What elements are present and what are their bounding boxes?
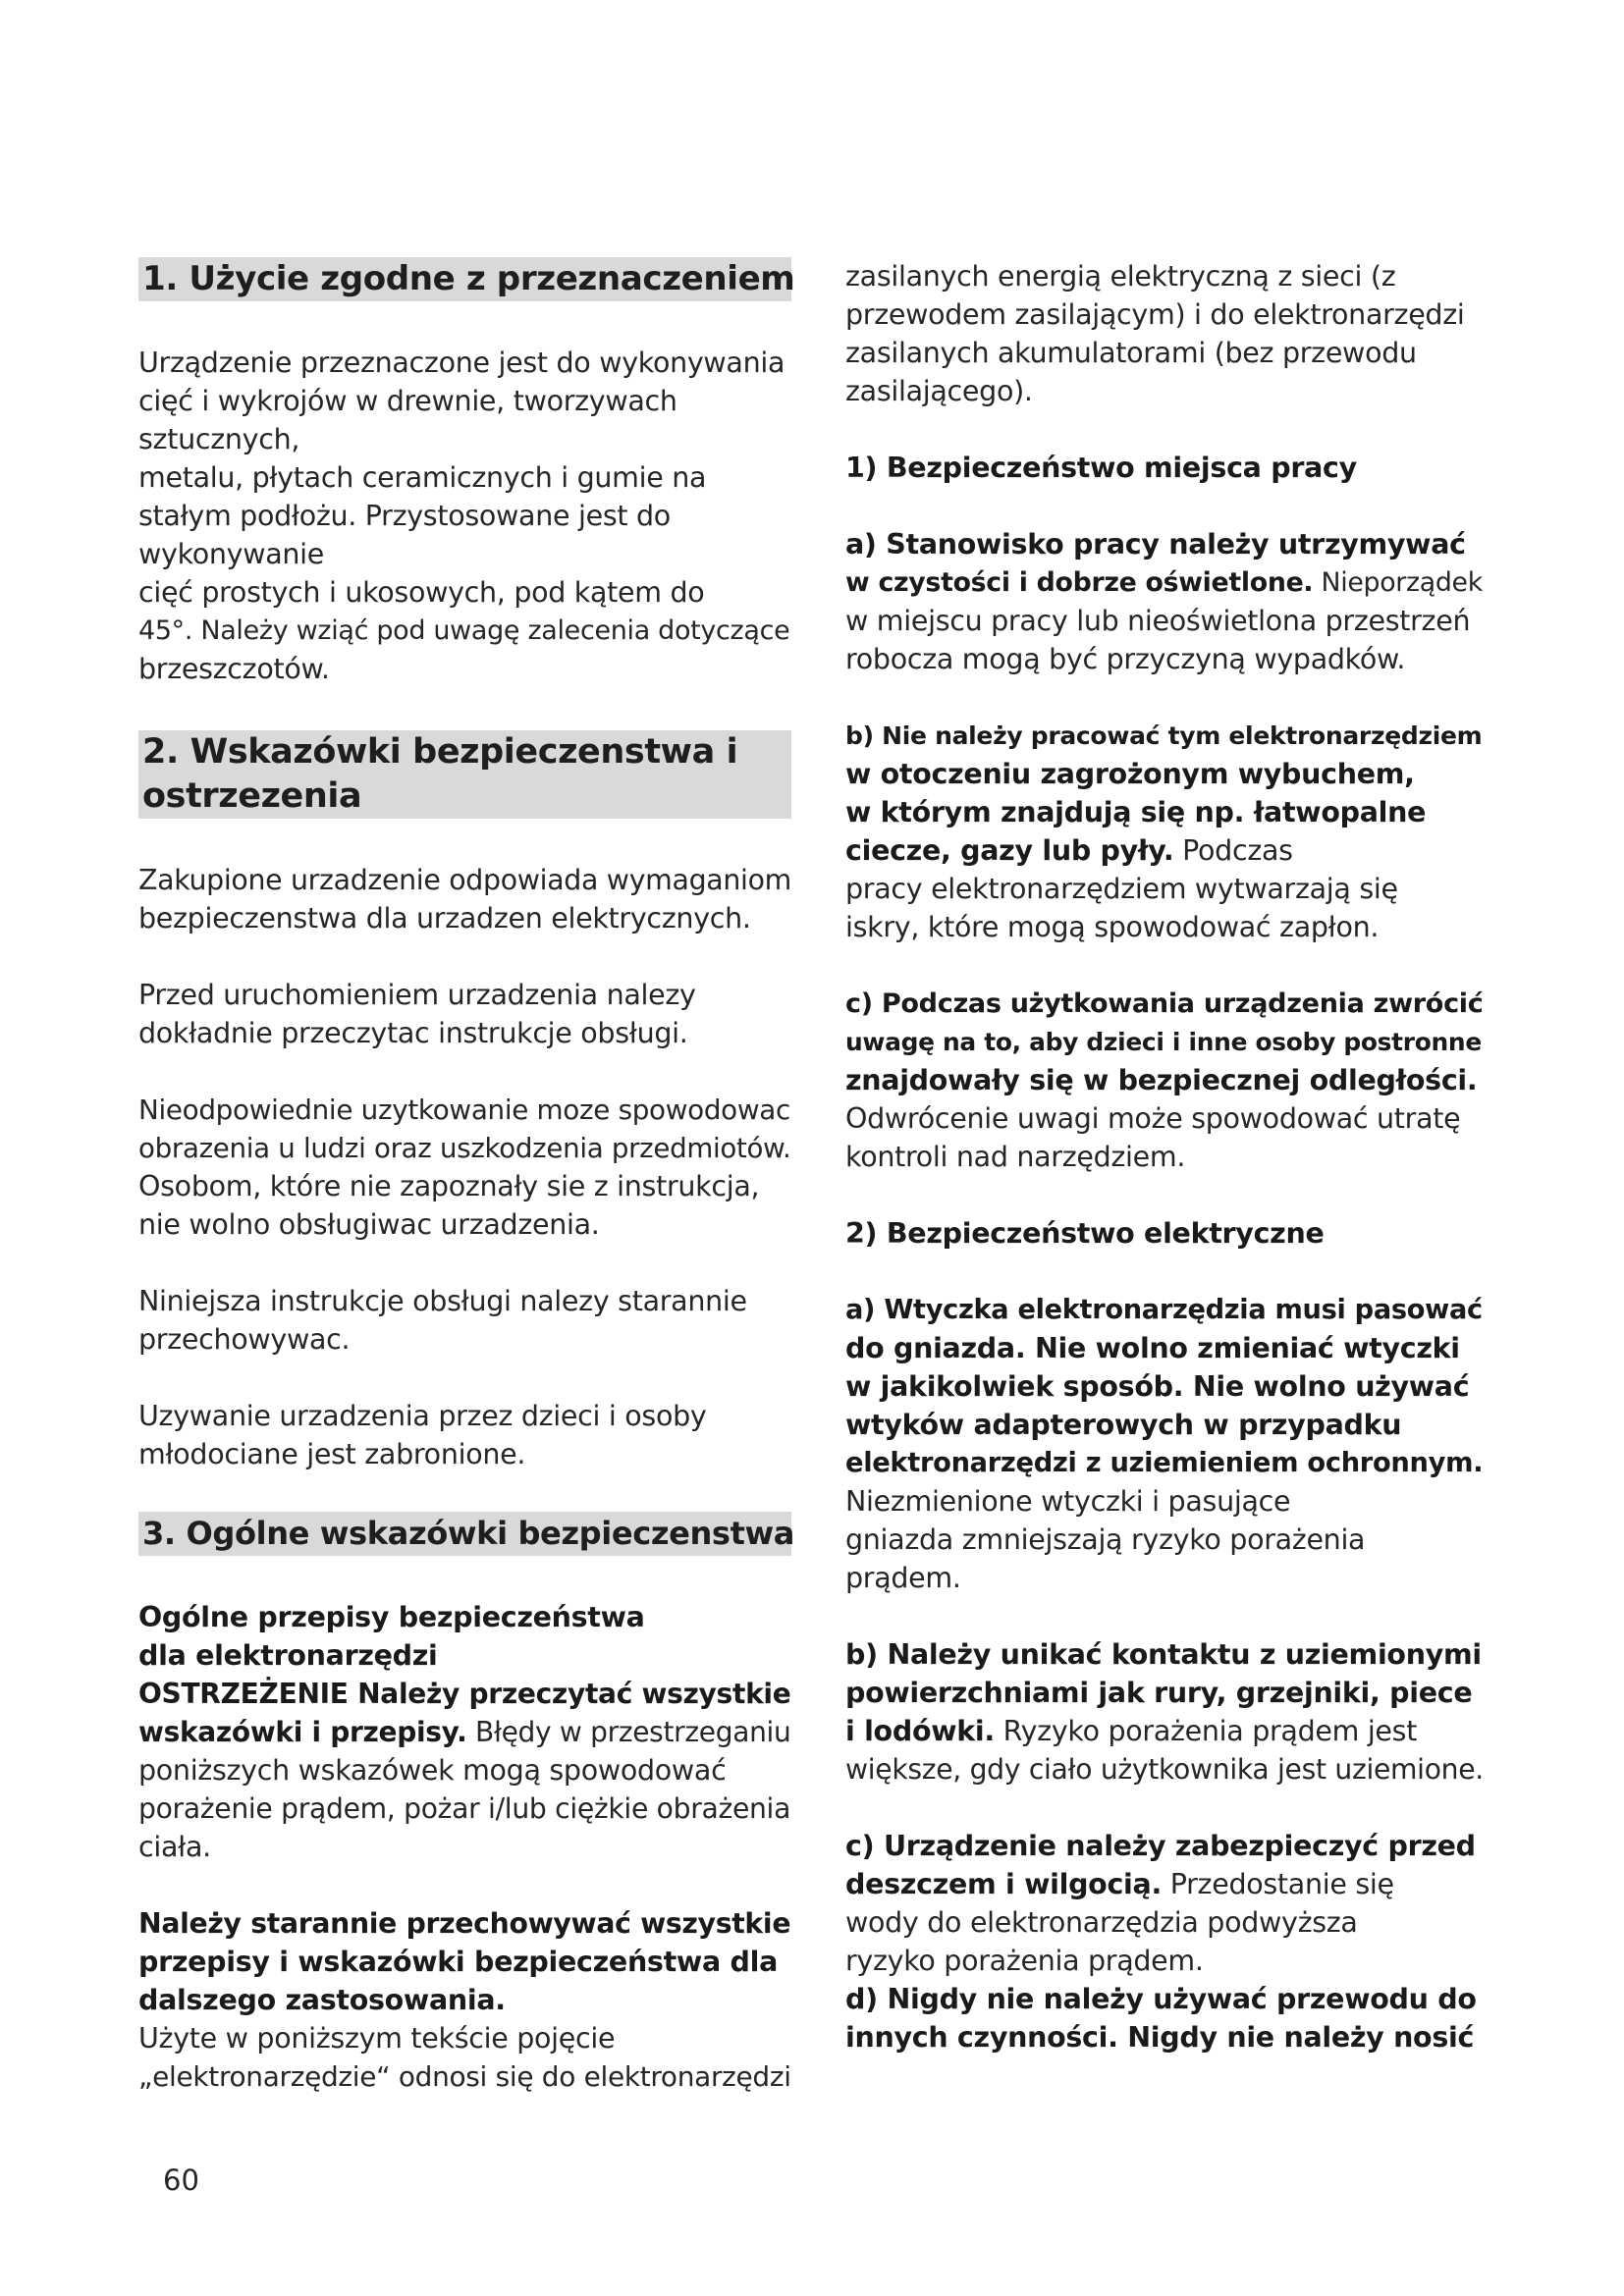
right-column (845, 257, 1484, 2056)
page-number: 60 (163, 2163, 199, 2197)
electrical-rule-d: d) Nigdy nie należy używać przewodu do innych czynności. Nigdy nie należy nosić (845, 1983, 1477, 2054)
workplace-rule-a: a) Stanowisko pracy należy utrzymywać w czystości i dobrze oświetlone. Nieporządek w miejscu pracy lub nieoświetlona przestrzeń robocza mogą być przyczyną wypadków. (845, 528, 1483, 675)
electrical-safety-heading: 2) Bezpieczeństwo elektryczne (845, 1217, 1325, 1250)
electrical-rule-b: b) Należy unikać kontaktu z uziemionymi powierzchniami jak rury, grzejniki, piece i lodówki. Ryzyko porażenia prądem jest większe, gdy ciało użytkownika jest uziemione. (845, 1638, 1484, 1786)
section-2-paragraph-2: Przed uruchomieniem urzadzenia nalezy dokładnie przeczytac instrukcje obsługi. (138, 979, 696, 1049)
electrical-rule-a: a) Wtyczka elektronarzędzia musi pasować do gniazda. Nie wolno zmieniać wtyczki w jakikolwiek sposób. Nie wolno używać wtyków adapterowych w przypadku elektronarzędzi z uziemieniem ochronnym. Niezmienione wtyczki i pasujące gniazda zmniejszają ryzyko porażenia prądem. (845, 1295, 1484, 1594)
section-2-paragraph-5: Uzywanie urzadzenia przez dzieci i osoby młodociane jest zabronione. (138, 1400, 707, 1470)
section-3-heading: 3. Ogólne wskazówki bezpieczenstwa (138, 1512, 791, 1556)
section-2-heading: 2. Wskazówki bezpieczenstwa i ostrzezenia (138, 730, 791, 819)
electrical-rule-c: c) Urządzenie należy zabezpieczyć przed deszczem i wilgocią. Przedostanie się wody do elektronarzędzia podwyższa ryzyko porażenia prądem. (845, 1830, 1476, 1977)
section-1-heading: 1. Użycie zgodne z przeznaczeniem (138, 257, 791, 301)
workplace-rule-b: b) Nie należy pracować tym elektronarzędziem w otoczeniu zagrożonym wybuchem, w którym znajdują się np. łatwopalne ciecze, gazy lub pyły. Podczas pracy elektronarzędziem wytwarzają się iskry, które mogą spowodować zapłon. (845, 721, 1483, 943)
continuation-paragraph: zasilanych energią elektryczną z sieci (z przewodem zasilającym) i do elektronarzędzi zasilanych akumulatorami (bez przewodu zasilającego). (845, 260, 1465, 407)
section-2-paragraph-3: Nieodpowiednie uzytkowanie moze spowodowac obrazenia u ludzi oraz uszkodzenia przedmiotów. Osobom, które nie zapoznały sie z instrukcja, nie wolno obsługiwac urzadzenia. (138, 1094, 791, 1241)
section-2-paragraph-4: Niniejsza instrukcje obsługi nalezy starannie przechowywac. (138, 1285, 747, 1356)
left-column (138, 257, 795, 2096)
section-3-paragraph-2: Należy starannie przechowywać wszystkie przepisy i wskazówki bezpieczeństwa dla dalszego zastosowania. Użyte w poniższym tekście pojęcie „elektronarzędzie“ odnosi się do elektronarzędzi (138, 1907, 791, 2093)
section-2-paragraph-1: Zakupione urzadzenie odpowiada wymaganiom bezpieczenstwa dla urzadzen elektrycznych. (138, 864, 791, 934)
workplace-safety-heading: 1) Bezpieczeństwo miejsca pracy (845, 452, 1357, 484)
workplace-rule-c: c) Podczas użytkowania urządzenia zwrócić uwagę na to, aby dzieci i inne osoby postronne znajdowały się w bezpiecznej odległości. Odwrócenie uwagi może spowodować utratę kontroli nad narzędziem. (845, 988, 1484, 1173)
section-1-paragraph: Urządzenie przeznaczone jest do wykonywania cięć i wykrojów w drewnie, tworzywach sztucznych, metalu, płytach ceramicznych i gumie na stałym podłożu. Przystosowane jest do wykonywanie cięć prostych i ukosowych, pod kątem do 45°. Należy wziąć pod uwagę zalecenia dotyczące brzeszczotów. (138, 347, 790, 685)
section-3-paragraph-1: Ogólne przepisy bezpieczeństwa dla elektronarzędzi OSTRZEŻENIE Należy przeczytać wszystkie wskazówki i przepisy. Błędy w przestrzeganiu poniższych wskazówek mogą spowodować porażenie prądem, pożar i/lub ciężkie obrażenia ciała. (138, 1601, 791, 1863)
